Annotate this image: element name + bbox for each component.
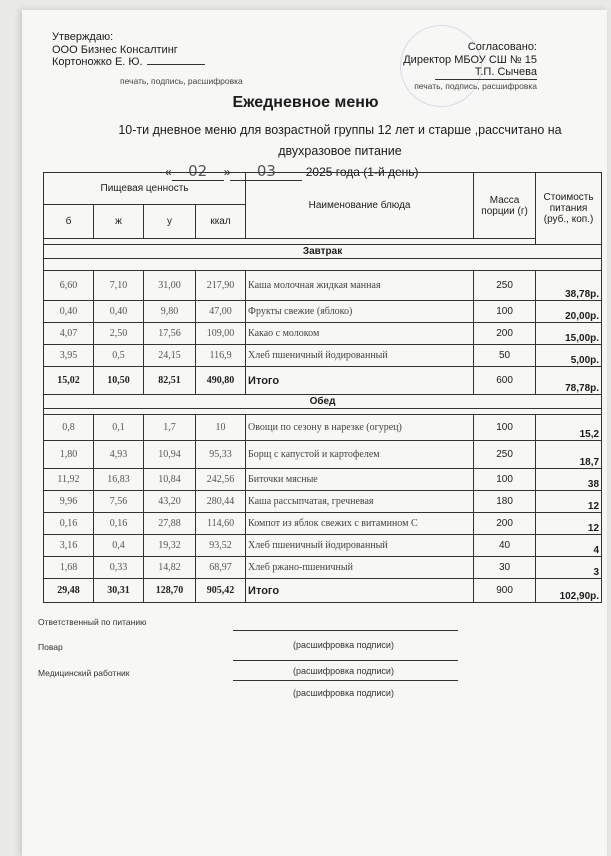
- value-u: 10,94: [144, 441, 196, 469]
- dish-name: Хлеб ржано-пшеничный: [246, 557, 474, 579]
- value-zh: 0,33: [94, 557, 144, 579]
- dish-mass: 100: [474, 301, 536, 323]
- value-kcal: 109,00: [196, 323, 246, 345]
- dish-name: Биточки мясные: [246, 469, 474, 491]
- dish-row: [44, 535, 602, 557]
- dish-name: Борщ с капустой и картофелем: [246, 441, 474, 469]
- header-nutrition: Пищевая ценность: [44, 173, 246, 205]
- value-zh: 7,10: [94, 271, 144, 301]
- dish-name: Каша молочная жидкая манная: [246, 271, 474, 301]
- dish-cost: 4: [536, 535, 602, 557]
- dish-row: [44, 415, 602, 441]
- value-b: 3,16: [44, 535, 94, 557]
- responsible-signature-line: [233, 630, 458, 631]
- value-kcal: 116,9: [196, 345, 246, 367]
- value-u: 10,84: [144, 469, 196, 491]
- dish-cost: 38: [536, 469, 602, 491]
- dish-row: [44, 323, 602, 345]
- dish-cost: 5,00р.: [536, 345, 602, 367]
- blank-cell: [44, 259, 602, 271]
- value-u: 9,80: [144, 301, 196, 323]
- value-b: 15,02: [44, 367, 94, 395]
- agreement-block: [403, 41, 537, 92]
- agree-signer: Т.П. Сычева: [435, 66, 537, 80]
- dish-row: [44, 345, 602, 367]
- value-kcal: 114,60: [196, 513, 246, 535]
- breakfast-section: [44, 245, 602, 259]
- value-b: 4,07: [44, 323, 94, 345]
- value-kcal: 68,97: [196, 557, 246, 579]
- dish-row: [44, 557, 602, 579]
- dish-name: Итого: [246, 579, 474, 603]
- page-title: Ежедневное меню: [232, 94, 379, 111]
- date-month: 03: [256, 162, 276, 180]
- dish-mass: 200: [474, 323, 536, 345]
- agree-heading: Согласовано:: [467, 41, 537, 53]
- dish-mass: 900: [474, 579, 536, 603]
- footer-cook: Повар: [38, 642, 63, 652]
- header-b: б: [44, 205, 94, 239]
- footer-responsible: Ответственный по питанию: [38, 617, 147, 627]
- dish-cost: 12: [536, 513, 602, 535]
- value-u: 82,51: [144, 367, 196, 395]
- value-zh: 4,93: [94, 441, 144, 469]
- dish-row: [44, 271, 602, 301]
- value-b: 0,40: [44, 301, 94, 323]
- value-kcal: 490,80: [196, 367, 246, 395]
- header-zh: ж: [94, 205, 144, 239]
- dish-cost: 3: [536, 557, 602, 579]
- approve-hint: печать, подпись, расшифровка: [120, 76, 243, 86]
- breakfast-label: Завтрак: [44, 245, 602, 259]
- dish-mass: 50: [474, 345, 536, 367]
- value-u: 1,7: [144, 415, 196, 441]
- dish-mass: 180: [474, 491, 536, 513]
- dish-cost: 102,90р.: [536, 579, 602, 603]
- dish-row: [44, 491, 602, 513]
- value-b: 0,16: [44, 513, 94, 535]
- value-u: 27,88: [144, 513, 196, 535]
- dish-name: Хлеб пшеничный йодированный: [246, 535, 474, 557]
- dish-name: Компот из яблок свежих с витамином С: [246, 513, 474, 535]
- value-zh: 10,50: [94, 367, 144, 395]
- total-row: [44, 579, 602, 603]
- footer-medic: Медицинский работник: [38, 668, 130, 678]
- value-u: 24,15: [144, 345, 196, 367]
- header-kcal: ккал: [196, 205, 246, 239]
- value-b: 1,80: [44, 441, 94, 469]
- dish-name: Каша рассыпчатая, гречневая: [246, 491, 474, 513]
- cook-decode: (расшифровка подписи): [293, 666, 394, 676]
- value-zh: 16,83: [94, 469, 144, 491]
- value-b: 6,60: [44, 271, 94, 301]
- approve-signer-row: [52, 56, 205, 69]
- value-zh: 0,5: [94, 345, 144, 367]
- dish-mass: 200: [474, 513, 536, 535]
- approve-signer: Кортоножко Е. Ю.: [52, 56, 143, 68]
- dish-mass: 100: [474, 469, 536, 491]
- lunch-section: [44, 395, 602, 409]
- dish-row: [44, 513, 602, 535]
- value-b: 11,92: [44, 469, 94, 491]
- page-subtitle: 10-ти дневное меню для возрастной группы 12 лет и старше ,рассчитано на двухразовое питание: [118, 123, 562, 158]
- dish-mass: 30: [474, 557, 536, 579]
- date-day: 02: [188, 162, 208, 180]
- responsible-decode: (расшифровка подписи): [293, 640, 394, 650]
- dish-cost: 78,78р.: [536, 367, 602, 395]
- value-zh: 0,4: [94, 535, 144, 557]
- value-u: 19,32: [144, 535, 196, 557]
- header-mass: Масса порции (г): [474, 173, 536, 239]
- value-kcal: 10: [196, 415, 246, 441]
- value-zh: 2,50: [94, 323, 144, 345]
- dish-row: [44, 301, 602, 323]
- value-b: 29,48: [44, 579, 94, 603]
- value-b: 3,95: [44, 345, 94, 367]
- value-u: 17,56: [144, 323, 196, 345]
- value-zh: 0,40: [94, 301, 144, 323]
- dish-cost: 15,2: [536, 415, 602, 441]
- blank-row: [44, 259, 602, 271]
- header-u: у: [144, 205, 196, 239]
- dish-cost: 38,78р.: [536, 271, 602, 301]
- value-kcal: 905,42: [196, 579, 246, 603]
- value-kcal: 217,90: [196, 271, 246, 301]
- dish-name: Какао с молоком: [246, 323, 474, 345]
- value-b: 0,8: [44, 415, 94, 441]
- menu-table: [43, 172, 602, 603]
- approve-heading: Утверждаю:: [52, 31, 114, 43]
- approval-block: [52, 31, 243, 86]
- value-zh: 0,1: [94, 415, 144, 441]
- menu-date: « 02 » 03 2025 года (1-й день): [165, 162, 419, 180]
- medic-signature-line: [233, 680, 458, 681]
- dish-name: Фрукты свежие (яблоко): [246, 301, 474, 323]
- header-row: [44, 173, 602, 205]
- date-suffix: 2025 года (1-й день): [305, 165, 419, 179]
- agree-position: Директор МБОУ СШ № 15: [403, 53, 537, 66]
- value-zh: 0,16: [94, 513, 144, 535]
- value-kcal: 47,00: [196, 301, 246, 323]
- value-u: 31,00: [144, 271, 196, 301]
- value-u: 128,70: [144, 579, 196, 603]
- total-row: [44, 367, 602, 395]
- lunch-label: Обед: [44, 395, 602, 409]
- approve-signature-line: [147, 64, 205, 65]
- dish-cost: 12: [536, 491, 602, 513]
- value-u: 14,82: [144, 557, 196, 579]
- dish-mass: 100: [474, 415, 536, 441]
- value-zh: 7,56: [94, 491, 144, 513]
- value-kcal: 242,56: [196, 469, 246, 491]
- agree-hint: печать, подпись, расшифровка: [414, 80, 537, 91]
- dish-cost: 18,7: [536, 441, 602, 469]
- value-u: 43,20: [144, 491, 196, 513]
- value-kcal: 95,33: [196, 441, 246, 469]
- approve-company: ООО Бизнес Консалтинг: [52, 43, 178, 56]
- dish-name: Хлеб пшеничный йодированный: [246, 345, 474, 367]
- header-dish: Наименование блюда: [246, 173, 474, 239]
- dish-row: [44, 469, 602, 491]
- header-cost: Стоимость питания (руб., коп.): [536, 173, 602, 245]
- dish-row: [44, 441, 602, 469]
- dish-mass: 250: [474, 271, 536, 301]
- value-kcal: 280,44: [196, 491, 246, 513]
- dish-mass: 250: [474, 441, 536, 469]
- value-b: 9,96: [44, 491, 94, 513]
- value-kcal: 93,52: [196, 535, 246, 557]
- value-b: 1,68: [44, 557, 94, 579]
- dish-mass: 600: [474, 367, 536, 395]
- dish-cost: 15,00р.: [536, 323, 602, 345]
- dish-mass: 40: [474, 535, 536, 557]
- cook-signature-line: [233, 660, 458, 661]
- medic-decode: (расшифровка подписи): [293, 688, 394, 698]
- value-zh: 30,31: [94, 579, 144, 603]
- dish-name: Итого: [246, 367, 474, 395]
- dish-name: Овощи по сезону в нарезке (огурец): [246, 415, 474, 441]
- dish-cost: 20,00р.: [536, 301, 602, 323]
